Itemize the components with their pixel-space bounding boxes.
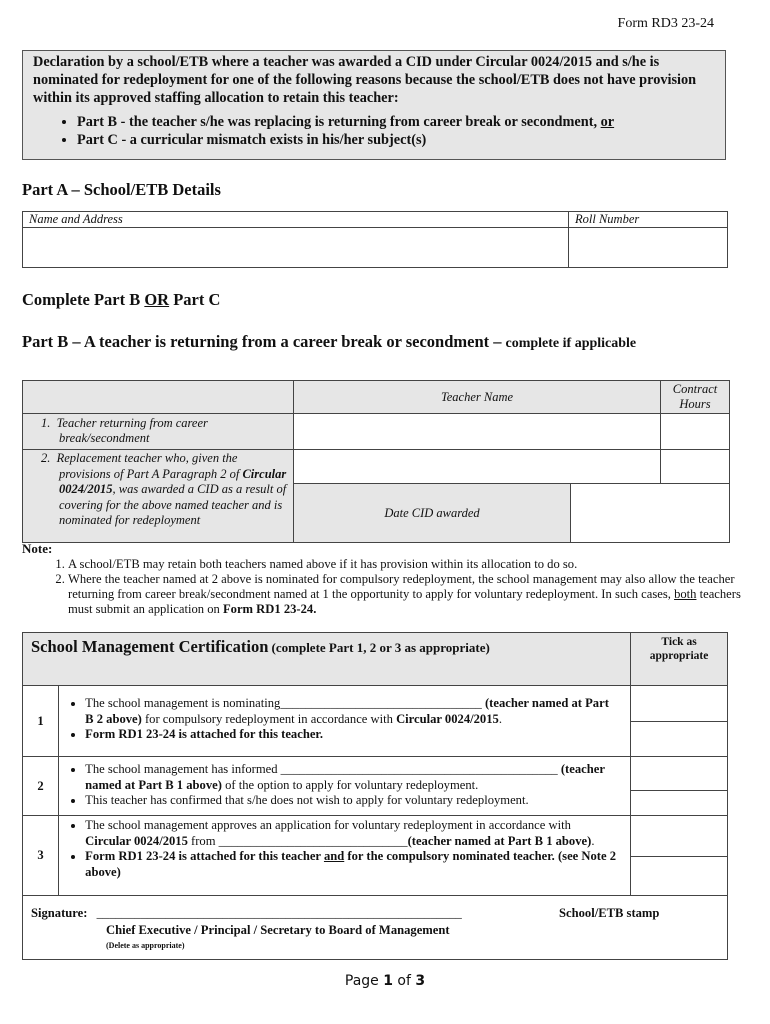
- note-item-1: 1. A school/ETB may retain both teachers named above if it has provision within its allocation to do so.: [68, 557, 742, 572]
- page-number: Page 1 of 3: [344, 973, 426, 989]
- option-3-tick-a[interactable]: [631, 816, 728, 857]
- name-address-field[interactable]: [23, 228, 569, 268]
- reason-part-c: • Part C - a curricular mismatch exists in his/her subject(s): [77, 131, 715, 149]
- certification-table: [22, 632, 728, 896]
- signature-line[interactable]: __________________________________________________________: [96, 906, 462, 920]
- part-a-table: [22, 211, 728, 268]
- complete-heading: Complete Part B OR Part C: [22, 290, 221, 309]
- option-3-number: 3: [23, 816, 59, 896]
- row-2-label: 2. Replacement teacher who, given the provisions of Part A Paragraph 2 of Circular 0024/2015, was awarded a CID as a result of covering for the above named teacher and is nominated for redeployment: [23, 450, 294, 543]
- roll-number-field[interactable]: [569, 228, 728, 268]
- note-section: [22, 541, 742, 617]
- option-1-number: 1: [23, 686, 59, 757]
- row-1-label: 1. Teacher returning from career break/secondment: [23, 414, 294, 450]
- date-cid-field[interactable]: [571, 484, 730, 543]
- option-2-tick-a[interactable]: [631, 757, 728, 791]
- option-1-tick-b[interactable]: [631, 722, 728, 757]
- contract-hours-header: Contract Hours: [661, 381, 730, 414]
- option-1-tick-a[interactable]: [631, 686, 728, 722]
- or-underlined: or: [600, 114, 615, 130]
- option-2-text: • The school management has informed ____________________________________________ (teacher named at Part B 1 above) of the option to apply for voluntary redeployment. • This teacher has confirmed that s/he does not wish to apply for voluntary redeployment.: [59, 757, 631, 816]
- name-address-header: Name and Address: [23, 212, 569, 228]
- option-3-text: • The school management approves an application for voluntary redeployment in accordance with Circular 0024/2015 from ______________________________(teacher named at Part B 1 above). • Form RD1 23-24 is attached for this teacher and for the compulsory nominated teacher. (see Note 2 above): [59, 816, 631, 896]
- part-b-heading: Part B – A teacher is returning from a career break or secondment – complete if applicable: [22, 332, 637, 351]
- row-2-contract-hours[interactable]: [661, 450, 730, 484]
- row-1-teacher-name[interactable]: [294, 414, 661, 450]
- roll-number-header: Roll Number: [569, 212, 728, 228]
- part-b-table: [22, 380, 730, 543]
- stamp-label: School/ETB stamp: [559, 906, 660, 920]
- option-2-number: 2: [23, 757, 59, 816]
- row-1-contract-hours[interactable]: [661, 414, 730, 450]
- teacher-name-header: Teacher Name: [294, 381, 661, 414]
- reason-part-b: • Part B - the teacher s/he was replacing is returning from career break or secondment, or: [77, 113, 715, 131]
- certification-title: School Management Certification (complete Part 1, 2 or 3 as appropriate): [23, 633, 631, 686]
- date-cid-label: Date CID awarded: [294, 484, 571, 543]
- declaration-reasons: [33, 113, 715, 149]
- row-2-teacher-name[interactable]: [294, 450, 661, 484]
- option-1-text: • The school management is nominating________________________________ (teacher named at Part B 2 above) for compulsory redeployment in accordance with Circular 0024/2015. • Form RD1 23-24 is attached for this teacher.: [59, 686, 631, 757]
- note-title: Note:: [22, 541, 53, 556]
- signatory-role: Chief Executive / Principal / Secretary to Board of Management: [106, 923, 450, 937]
- note-item-2: 2. Where the teacher named at 2 above is nominated for compulsory redeployment, the school management may also allow the teacher returning from career break/secondment named at 1 the opportunity to apply for voluntary redeployment. In such cases, both teachers must submit an application on Form RD1 23-24.: [68, 572, 742, 617]
- option-2-tick-b[interactable]: [631, 791, 728, 816]
- declaration-text: Declaration by a school/ETB where a teacher was awarded a CID under Circular 0024/2015 and s/he is nominated for redeployment for one of the following reasons because the school/ETB does not have provision within its approved staffing allocation to retain this teacher:: [33, 54, 697, 106]
- part-a-heading: Part A – School/ETB Details: [22, 180, 221, 199]
- tick-header: Tick as appropriate: [631, 633, 728, 686]
- form-id: Form RD3 23-24: [617, 16, 714, 31]
- declaration-box: [22, 50, 726, 160]
- signature-box: [22, 889, 728, 960]
- delete-note: (Delete as appropriate): [106, 941, 185, 950]
- signature-label: Signature:: [31, 906, 88, 920]
